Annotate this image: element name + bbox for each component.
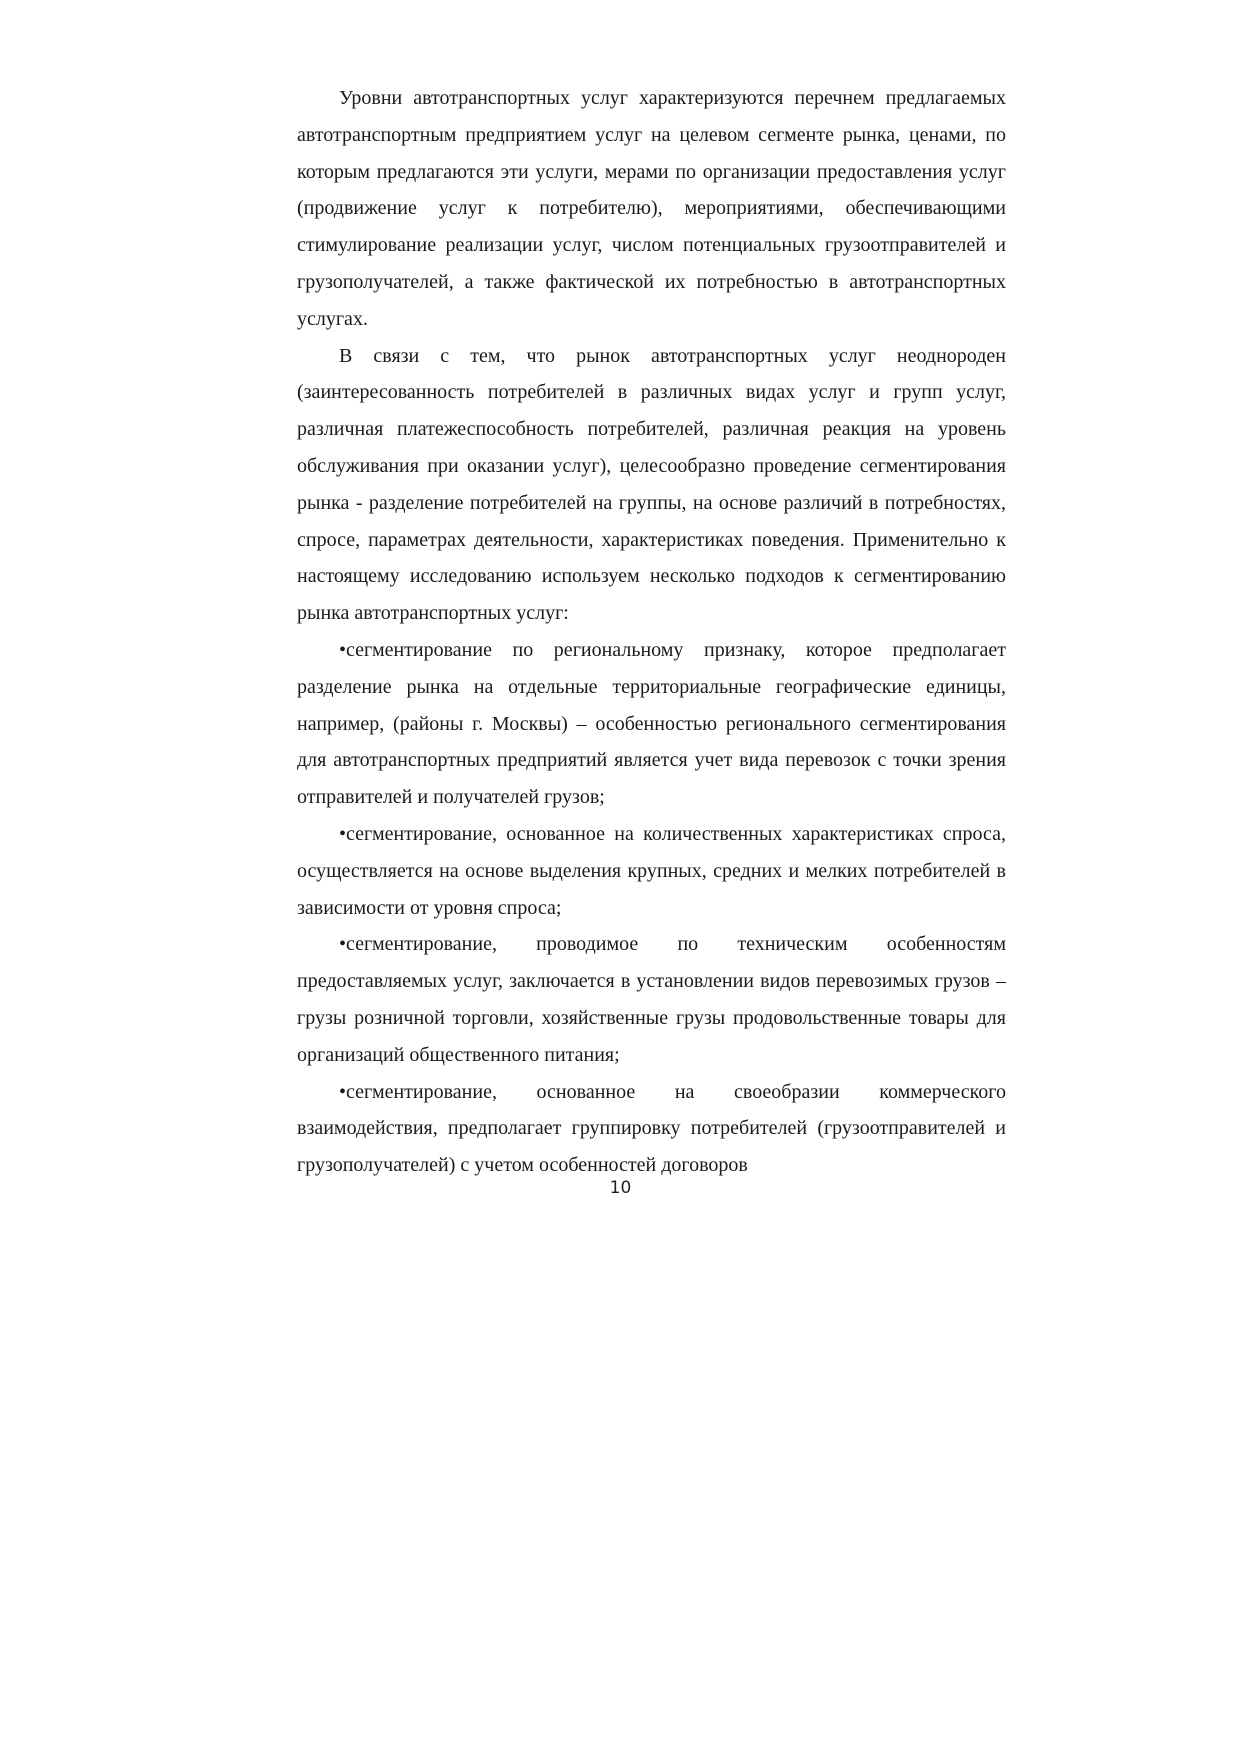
page-number: 10 (609, 1178, 632, 1198)
list-item-regional-segmentation: •сегментирование по региональному признаку, которое предполагает разделение рынка на отдельные территориальные географические единицы, например, (районы г. Москвы) – особенностью регионального сегментирования для автотранспортных предприятий является учет вида перевозок с точки зрения отправителей и получателей грузов; (297, 638, 1006, 809)
list-item-technical-segmentation: •сегментирование, проводимое по техническим особенностям предоставляемых услуг, заключается в установлении видов перевозимых грузов – грузы розничной торговли, хозяйственные грузы продовольственные товары для организаций общественного питания; (297, 933, 1006, 1066)
paragraph-service-levels: Уровни автотранспортных услуг характеризуются перечнем предлагаемых автотранспортным предприятием услуг на целевом сегменте рынка, ценами, по которым предлагаются эти услуги, мерами по организации предоставления услуг (продвижение услуг к потребителю), мероприятиями, обеспечивающими стимулирование реализации услуг, числом потенциальных грузоотправителей и грузополучателей, а также фактической их потребностью в автотранспортных услугах. (297, 87, 1006, 330)
list-item-demand-segmentation: •сегментирование, основанное на количественных характеристиках спроса, осуществляется на основе выделения крупных, средних и мелких потребителей в зависимости от уровня спроса; (297, 822, 1006, 919)
paragraph-segmentation-intro: В связи с тем, что рынок автотранспортных услуг неоднороден (заинтересованность потребителей в различных видах услуг и групп услуг, различная платежеспособность потребителей, различная реакция на уровень обслуживания при оказании услуг), целесообразно проведение сегментирования рынка - разделение потребителей на группы, на основе различий в потребностях, спросе, параметрах деятельности, характеристиках поведения. Применительно к настоящему исследованию используем несколько подходов к сегментированию рынка автотранспортных услуг: (297, 344, 1006, 625)
body-text (297, 80, 1006, 1184)
list-item-commercial-segmentation: •сегментирование, основанное на своеобразии коммерческого взаимодействия, предполагает группировку потребителей (грузоотправителей и грузополучателей) с учетом особенностей договоров (297, 1080, 1006, 1177)
